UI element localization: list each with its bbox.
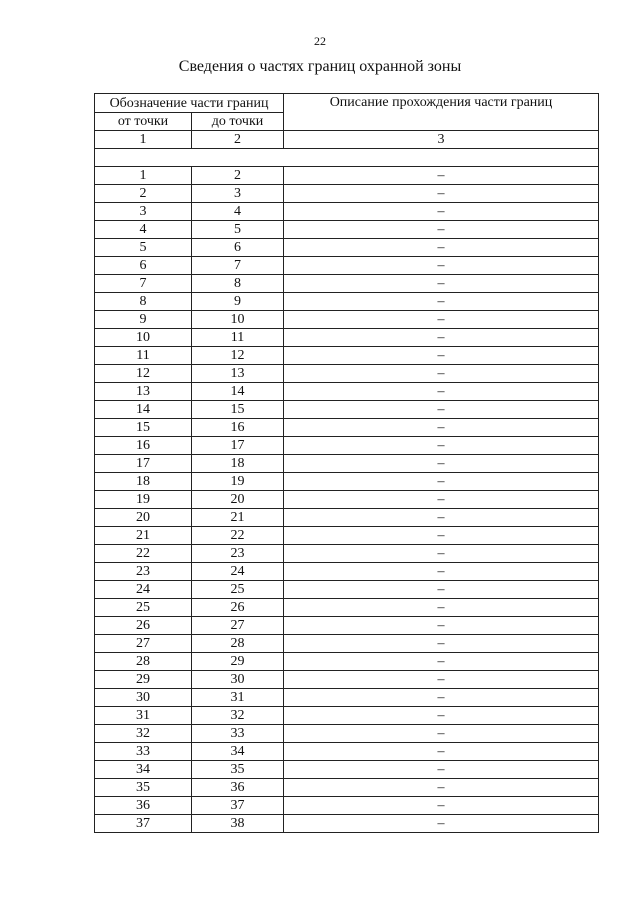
cell-to-point: 23 <box>192 545 284 563</box>
cell-from-point: 10 <box>95 329 192 347</box>
table-row <box>95 509 599 527</box>
cell-to-point: 8 <box>192 275 284 293</box>
cell-to-point: 3 <box>192 185 284 203</box>
cell-description: – <box>284 437 599 455</box>
cell-description: – <box>284 275 599 293</box>
cell-from-point: 17 <box>95 455 192 473</box>
cell-from-point: 9 <box>95 311 192 329</box>
cell-to-point: 18 <box>192 455 284 473</box>
cell-to-point: 6 <box>192 239 284 257</box>
cell-from-point: 14 <box>95 401 192 419</box>
cell-to-point: 36 <box>192 779 284 797</box>
cell-to-point: 4 <box>192 203 284 221</box>
cell-description: – <box>284 527 599 545</box>
cell-from-point: 1 <box>95 167 192 185</box>
table-row <box>95 779 599 797</box>
cell-to-point: 31 <box>192 689 284 707</box>
table-row <box>95 491 599 509</box>
cell-from-point: 33 <box>95 743 192 761</box>
boundary-parts-table <box>94 93 599 833</box>
cell-to-point: 22 <box>192 527 284 545</box>
cell-from-point: 4 <box>95 221 192 239</box>
cell-description: – <box>284 653 599 671</box>
document-title: Сведения о частях границ охранной зоны <box>178 58 462 75</box>
cell-to-point: 11 <box>192 329 284 347</box>
cell-description: – <box>284 707 599 725</box>
table-row <box>95 293 599 311</box>
cell-from-point: 6 <box>95 257 192 275</box>
cell-description: – <box>284 203 599 221</box>
cell-to-point: 20 <box>192 491 284 509</box>
cell-description: – <box>284 689 599 707</box>
cell-from-point: 8 <box>95 293 192 311</box>
cell-to-point: 2 <box>192 167 284 185</box>
cell-to-point: 12 <box>192 347 284 365</box>
cell-from-point: 37 <box>95 815 192 833</box>
column-number-2: 2 <box>192 131 284 149</box>
section-spacer-row <box>95 149 599 167</box>
cell-to-point: 38 <box>192 815 284 833</box>
page-number: 22 <box>314 34 326 48</box>
cell-to-point: 24 <box>192 563 284 581</box>
cell-to-point: 27 <box>192 617 284 635</box>
cell-to-point: 14 <box>192 383 284 401</box>
column-number-3: 3 <box>284 131 599 149</box>
table-row <box>95 797 599 815</box>
table-row <box>95 275 599 293</box>
cell-description: – <box>284 383 599 401</box>
cell-from-point: 3 <box>95 203 192 221</box>
table-row <box>95 419 599 437</box>
cell-description: – <box>284 473 599 491</box>
table-row <box>95 545 599 563</box>
cell-from-point: 28 <box>95 653 192 671</box>
table-row <box>95 743 599 761</box>
table-row <box>95 527 599 545</box>
cell-description: – <box>284 257 599 275</box>
cell-to-point: 29 <box>192 653 284 671</box>
cell-description: – <box>284 401 599 419</box>
cell-description: – <box>284 545 599 563</box>
cell-description: – <box>284 419 599 437</box>
table-row <box>95 689 599 707</box>
cell-to-point: 19 <box>192 473 284 491</box>
table-row <box>95 707 599 725</box>
cell-from-point: 24 <box>95 581 192 599</box>
cell-from-point: 34 <box>95 761 192 779</box>
table-body <box>95 167 599 833</box>
cell-from-point: 31 <box>95 707 192 725</box>
table-row <box>95 617 599 635</box>
table-row <box>95 671 599 689</box>
table-row <box>95 581 599 599</box>
cell-from-point: 11 <box>95 347 192 365</box>
header-from-point: от точки <box>95 113 192 131</box>
cell-from-point: 35 <box>95 779 192 797</box>
cell-to-point: 15 <box>192 401 284 419</box>
table-row <box>95 725 599 743</box>
table-row <box>95 761 599 779</box>
cell-description: – <box>284 491 599 509</box>
cell-description: – <box>284 599 599 617</box>
cell-to-point: 9 <box>192 293 284 311</box>
cell-description: – <box>284 329 599 347</box>
table-row <box>95 599 599 617</box>
cell-to-point: 33 <box>192 725 284 743</box>
table-row <box>95 347 599 365</box>
cell-description: – <box>284 563 599 581</box>
cell-from-point: 13 <box>95 383 192 401</box>
table-row <box>95 563 599 581</box>
cell-description: – <box>284 725 599 743</box>
cell-to-point: 37 <box>192 797 284 815</box>
table-row <box>95 815 599 833</box>
cell-description: – <box>284 779 599 797</box>
table-row <box>95 437 599 455</box>
table-row <box>95 221 599 239</box>
cell-description: – <box>284 293 599 311</box>
table-row <box>95 203 599 221</box>
cell-to-point: 25 <box>192 581 284 599</box>
table-row <box>95 311 599 329</box>
cell-to-point: 21 <box>192 509 284 527</box>
cell-from-point: 25 <box>95 599 192 617</box>
table-row <box>95 365 599 383</box>
table-row <box>95 167 599 185</box>
cell-to-point: 7 <box>192 257 284 275</box>
cell-from-point: 26 <box>95 617 192 635</box>
cell-from-point: 5 <box>95 239 192 257</box>
cell-description: – <box>284 761 599 779</box>
cell-to-point: 13 <box>192 365 284 383</box>
header-to-point: до точки <box>192 113 284 131</box>
table-row <box>95 257 599 275</box>
cell-from-point: 15 <box>95 419 192 437</box>
cell-from-point: 27 <box>95 635 192 653</box>
table-row <box>95 635 599 653</box>
cell-from-point: 18 <box>95 473 192 491</box>
table-row <box>95 239 599 257</box>
table-row <box>95 401 599 419</box>
cell-description: – <box>284 635 599 653</box>
cell-from-point: 36 <box>95 797 192 815</box>
cell-description: – <box>284 581 599 599</box>
table-row <box>95 455 599 473</box>
column-number-1: 1 <box>95 131 192 149</box>
cell-description: – <box>284 347 599 365</box>
cell-from-point: 32 <box>95 725 192 743</box>
cell-to-point: 5 <box>192 221 284 239</box>
cell-description: – <box>284 797 599 815</box>
table-row <box>95 473 599 491</box>
cell-description: – <box>284 617 599 635</box>
cell-from-point: 7 <box>95 275 192 293</box>
cell-from-point: 2 <box>95 185 192 203</box>
cell-description: – <box>284 743 599 761</box>
cell-from-point: 16 <box>95 437 192 455</box>
cell-from-point: 19 <box>95 491 192 509</box>
cell-from-point: 30 <box>95 689 192 707</box>
cell-from-point: 12 <box>95 365 192 383</box>
cell-to-point: 17 <box>192 437 284 455</box>
cell-description: – <box>284 455 599 473</box>
cell-to-point: 30 <box>192 671 284 689</box>
table-row <box>95 383 599 401</box>
cell-description: – <box>284 221 599 239</box>
table-row <box>95 185 599 203</box>
table-row <box>95 329 599 347</box>
cell-to-point: 16 <box>192 419 284 437</box>
cell-to-point: 34 <box>192 743 284 761</box>
cell-from-point: 22 <box>95 545 192 563</box>
cell-description: – <box>284 365 599 383</box>
cell-from-point: 21 <box>95 527 192 545</box>
cell-description: – <box>284 509 599 527</box>
cell-description: – <box>284 815 599 833</box>
cell-description: – <box>284 311 599 329</box>
cell-to-point: 10 <box>192 311 284 329</box>
cell-to-point: 35 <box>192 761 284 779</box>
cell-description: – <box>284 185 599 203</box>
cell-to-point: 26 <box>192 599 284 617</box>
cell-to-point: 32 <box>192 707 284 725</box>
header-boundary-designation: Обозначение части границ <box>95 94 284 113</box>
cell-to-point: 28 <box>192 635 284 653</box>
cell-from-point: 29 <box>95 671 192 689</box>
cell-description: – <box>284 167 599 185</box>
table-row <box>95 653 599 671</box>
cell-from-point: 20 <box>95 509 192 527</box>
header-description: Описание прохождения части границ <box>284 94 599 131</box>
cell-description: – <box>284 671 599 689</box>
cell-from-point: 23 <box>95 563 192 581</box>
cell-description: – <box>284 239 599 257</box>
